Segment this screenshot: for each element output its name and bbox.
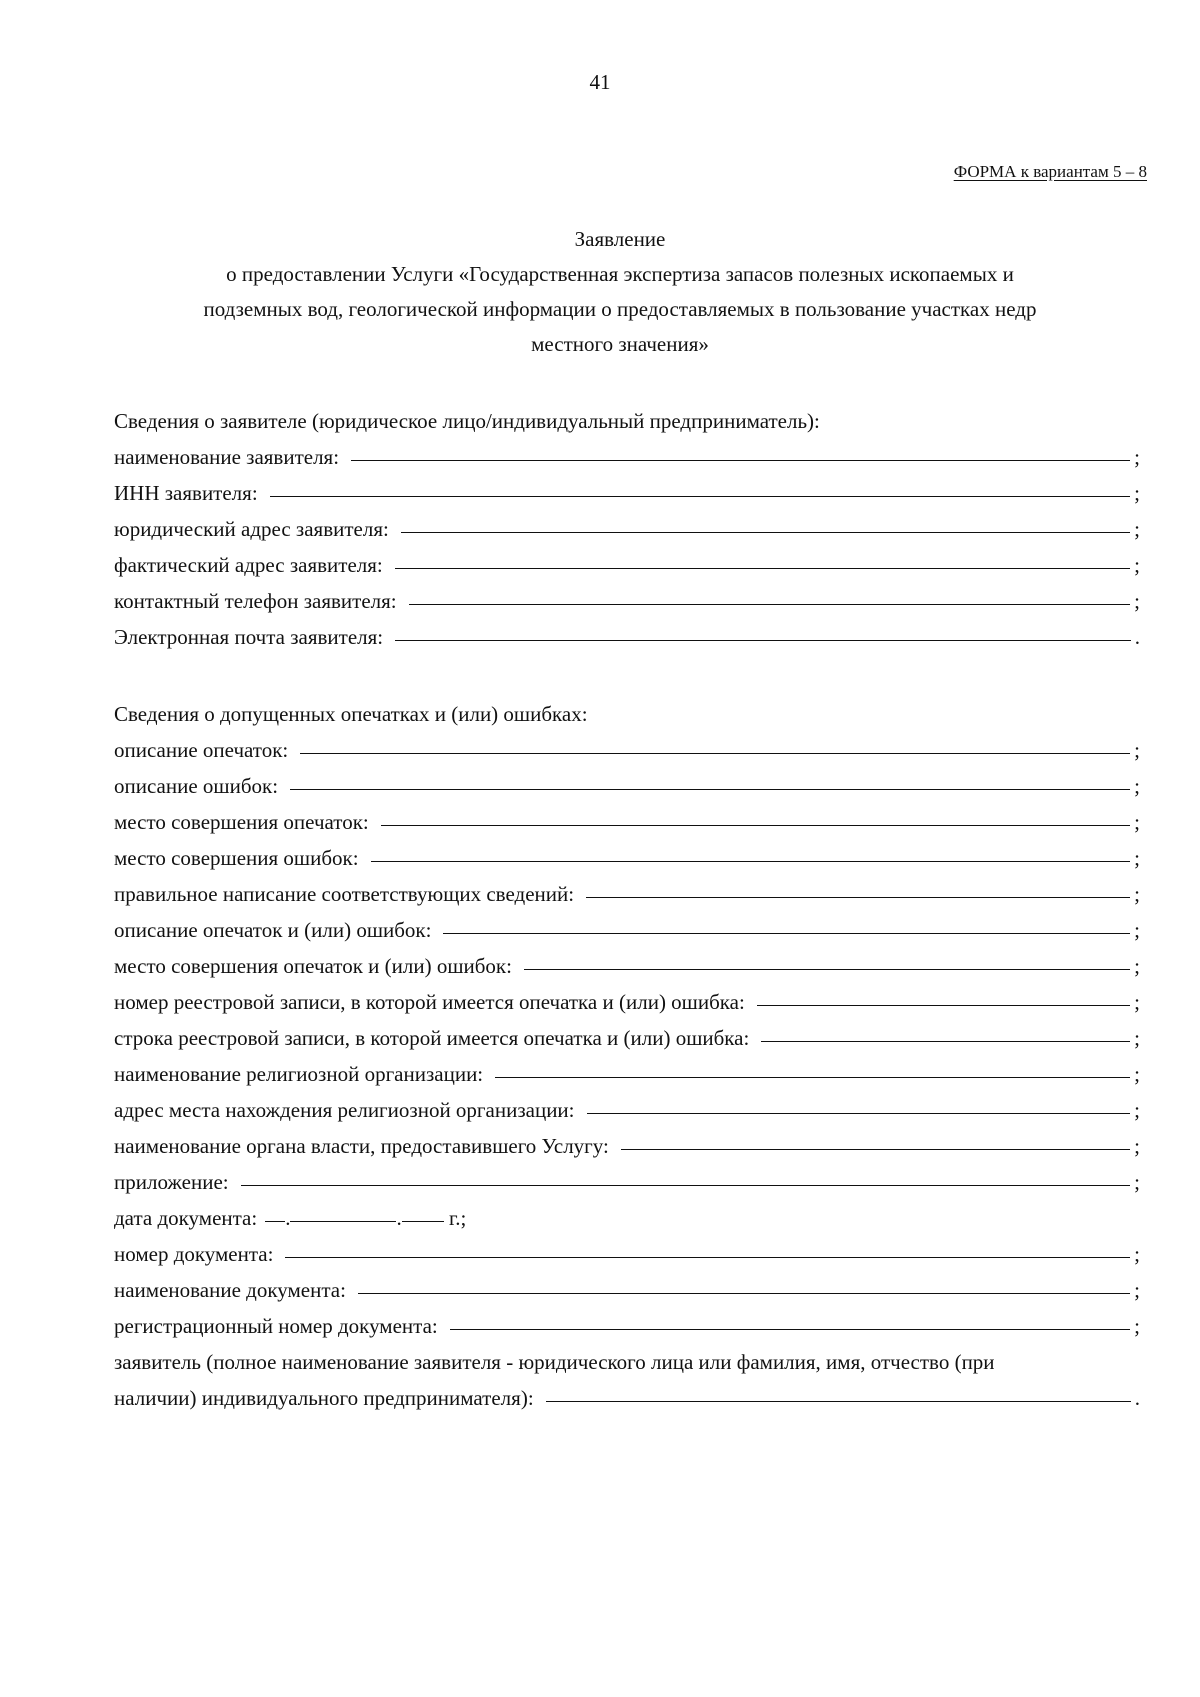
- blank-line[interactable]: [524, 969, 1130, 970]
- field-terminator: ;: [1134, 589, 1140, 613]
- blank-line[interactable]: [270, 496, 1131, 497]
- errors-section: [114, 696, 1140, 1416]
- field-terminator: ;: [1134, 774, 1140, 798]
- field-label: фактический адрес заявителя:: [114, 553, 383, 577]
- applicant-actual-address-field: [114, 547, 1140, 583]
- title-line-1: Заявление: [574, 227, 666, 251]
- field-label: Электронная почта заявителя:: [114, 625, 384, 649]
- blank-line[interactable]: [395, 568, 1130, 569]
- field-terminator: ;: [1134, 990, 1140, 1014]
- field-terminator: ;: [1134, 918, 1140, 942]
- blank-line[interactable]: [409, 604, 1131, 605]
- form-variant-note: ФОРМА к вариантам 5 – 8: [953, 162, 1147, 181]
- field-terminator: ;: [1134, 1098, 1140, 1122]
- blank-line[interactable]: [401, 532, 1130, 533]
- attachment-field: [114, 1164, 1140, 1200]
- field-label: наименование органа власти, предоставившего Услугу:: [114, 1134, 609, 1158]
- field-terminator: ;: [1134, 1026, 1140, 1050]
- registry-record-line-field: [114, 1020, 1140, 1056]
- blank-line[interactable]: [371, 861, 1131, 862]
- field-terminator: ;: [1134, 1062, 1140, 1086]
- blank-line[interactable]: [395, 640, 1131, 641]
- field-label: номер документа:: [114, 1242, 274, 1266]
- field-label: место совершения опечаток и (или) ошибок:: [114, 954, 512, 978]
- blank-line[interactable]: [495, 1077, 1130, 1078]
- field-label: адрес места нахождения религиозной организации:: [114, 1098, 575, 1122]
- date-separator: .: [285, 1206, 291, 1230]
- applicant-phone-field: [114, 583, 1140, 619]
- title-line-2: о предоставлении Услуги «Государственная экспертиза запасов полезных ископаемых и: [226, 262, 1014, 286]
- typo-description-field: [114, 732, 1140, 768]
- field-label: приложение:: [114, 1170, 229, 1194]
- field-terminator: ;: [1134, 1170, 1140, 1194]
- blank-line[interactable]: [587, 1113, 1131, 1114]
- date-separator: .: [396, 1206, 402, 1230]
- page-number: 41: [589, 70, 611, 94]
- field-terminator: ;: [1134, 1278, 1140, 1302]
- error-description-field: [114, 768, 1140, 804]
- field-label: описание опечаток и (или) ошибок:: [114, 918, 432, 942]
- field-label: регистрационный номер документа:: [114, 1314, 438, 1338]
- religious-org-address-field: [114, 1092, 1140, 1128]
- blank-line[interactable]: [450, 1329, 1130, 1330]
- field-terminator: ;: [1134, 445, 1140, 469]
- blank-line[interactable]: [241, 1185, 1131, 1186]
- field-terminator: ;: [1134, 1134, 1140, 1158]
- blank-line[interactable]: [290, 789, 1130, 790]
- field-label: наличии) индивидуального предпринимателя):: [114, 1386, 534, 1410]
- field-label: место совершения опечаток:: [114, 810, 369, 834]
- field-label: наименование документа:: [114, 1278, 346, 1302]
- blank-line[interactable]: [300, 753, 1130, 754]
- document-number-field: [114, 1236, 1140, 1272]
- document-registration-number-field: [114, 1308, 1140, 1344]
- field-label: дата документа:: [114, 1206, 258, 1230]
- document-title: [120, 222, 1120, 362]
- field-label: ИНН заявителя:: [114, 481, 258, 505]
- field-terminator: ;: [1134, 882, 1140, 906]
- field-label: наименование заявителя:: [114, 445, 340, 469]
- date-day-blank[interactable]: [265, 1221, 285, 1222]
- typo-location-field: [114, 804, 1140, 840]
- authority-name-field: [114, 1128, 1140, 1164]
- field-label: место совершения ошибок:: [114, 846, 359, 870]
- date-suffix: г.;: [443, 1206, 467, 1230]
- field-terminator: .: [1134, 625, 1140, 649]
- blank-line[interactable]: [761, 1041, 1130, 1042]
- field-terminator: ;: [1134, 553, 1140, 577]
- field-label: юридический адрес заявителя:: [114, 517, 389, 541]
- blank-line[interactable]: [285, 1257, 1130, 1258]
- field-terminator: ;: [1134, 810, 1140, 834]
- errors-section-heading: Сведения о допущенных опечатках и (или) ошибках:: [114, 702, 588, 726]
- field-label: описание ошибок:: [114, 774, 279, 798]
- field-terminator: ;: [1134, 846, 1140, 870]
- field-label: описание опечаток:: [114, 738, 289, 762]
- field-terminator: ;: [1134, 517, 1140, 541]
- blank-line[interactable]: [586, 897, 1130, 898]
- date-year-blank[interactable]: [402, 1221, 444, 1222]
- correct-spelling-field: [114, 876, 1140, 912]
- document-date-field: [114, 1200, 1140, 1236]
- title-line-3: подземных вод, геологической информации о предоставляемых в пользование участках недр: [203, 297, 1037, 321]
- applicant-name-field: [114, 439, 1140, 475]
- applicant-full-name-field: [114, 1380, 1140, 1416]
- field-label: номер реестровой записи, в которой имеется опечатка и (или) ошибка:: [114, 990, 745, 1014]
- blank-line[interactable]: [621, 1149, 1130, 1150]
- blank-line[interactable]: [757, 1005, 1130, 1006]
- religious-org-name-field: [114, 1056, 1140, 1092]
- applicant-full-name-label-line: заявитель (полное наименование заявителя - юридического лица или фамилия, имя, отчество (при: [114, 1350, 995, 1374]
- date-month-blank[interactable]: [290, 1221, 396, 1222]
- applicant-email-field: [114, 619, 1140, 655]
- blank-line[interactable]: [381, 825, 1130, 826]
- applicant-section: [114, 403, 1140, 655]
- document-name-field: [114, 1272, 1140, 1308]
- field-label: контактный телефон заявителя:: [114, 589, 397, 613]
- field-terminator: ;: [1134, 481, 1140, 505]
- title-line-4: местного значения»: [531, 332, 709, 356]
- field-terminator: ;: [1134, 738, 1140, 762]
- field-terminator: .: [1134, 1386, 1140, 1410]
- field-label: наименование религиозной организации:: [114, 1062, 484, 1086]
- blank-line[interactable]: [546, 1401, 1131, 1402]
- field-label: строка реестровой записи, в которой имеется опечатка и (или) ошибка:: [114, 1026, 750, 1050]
- field-label: правильное написание соответствующих сведений:: [114, 882, 575, 906]
- applicant-legal-address-field: [114, 511, 1140, 547]
- error-location-field: [114, 840, 1140, 876]
- blank-line[interactable]: [358, 1293, 1130, 1294]
- applicant-inn-field: [114, 475, 1140, 511]
- field-terminator: ;: [1134, 954, 1140, 978]
- field-terminator: ;: [1134, 1242, 1140, 1266]
- blank-line[interactable]: [443, 933, 1130, 934]
- applicant-section-heading: Сведения о заявителе (юридическое лицо/индивидуальный предприниматель):: [114, 409, 820, 433]
- field-terminator: ;: [1134, 1314, 1140, 1338]
- typo-or-error-location-field: [114, 948, 1140, 984]
- blank-line[interactable]: [351, 460, 1130, 461]
- registry-record-number-field: [114, 984, 1140, 1020]
- typo-or-error-description-field: [114, 912, 1140, 948]
